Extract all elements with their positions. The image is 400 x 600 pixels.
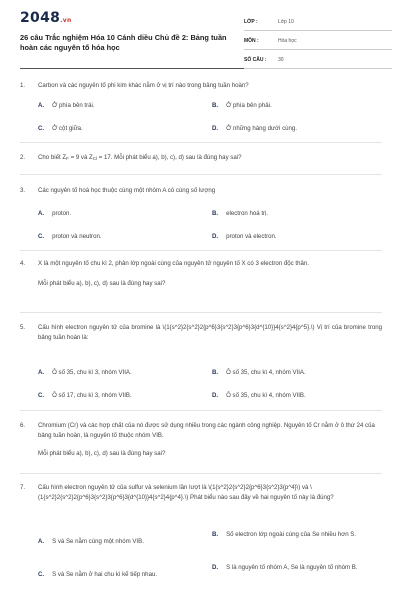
question-text: X là một nguyên tố chu kì 2, phân lớp ngoài cùng của nguyên tử nguyên tố X có 3 electron độc thân. [38,260,309,267]
option-d[interactable]: D. Ở những hàng dưới cùng. [212,125,298,132]
divider [20,410,382,411]
divider [20,473,382,474]
option-a[interactable]: A. proton. [38,210,72,217]
option-b[interactable]: B. electron hoá trị. [212,210,269,217]
meta-value: Hóa học [278,38,297,44]
question-text: Chromium (Cr) và các hợp chất của nó được sử dụng nhiều trong các ngành công nghiệp. Nguyên tố Cr nằm ở ô thứ 24 của bảng tuần hoàn, là nguyên tố thuộc nhóm VIB. [38,422,375,439]
option-c[interactable]: C. Ở cột giữa. [38,125,83,132]
option-d[interactable]: D. Ô số 35, chu kì 4, nhóm VIIB. [212,392,306,399]
question-text: Các nguyên tố hoá học thuộc cùng một nhóm A có cùng số lượng [38,187,216,194]
question-1 [20,81,382,91]
divider [20,312,382,313]
option-b[interactable]: B. Ở phía bên phải. [212,102,272,109]
divider [20,142,382,143]
document-title: 26 câu Trắc nghiệm Hóa 10 Cánh diều Chủ đề 2: Bảng tuần hoàn các nguyên tố hóa học [20,33,227,52]
question-text: Carbon và các nguyên tố phi kim khác nằm ở vị trí nào trong bảng tuần hoàn? [38,82,249,89]
question-6 [20,421,382,459]
meta-row-count [244,52,392,69]
question-number: 1. [20,82,26,89]
divider [20,174,382,175]
question-text: Cho biết $Z_F = 9$ và $Z_{Cl} = 17$. Mỗi phát biểu a), b), c), d) sau là đúng hay sai? [38,154,242,161]
page-header [20,0,388,69]
question-text: Cấu hình electron nguyên tử của sulfur và selenium lần lượt là \(1{s^2}2{s^2}2{p^6}3{s^2}3{p^4}\) và \(1{s^2}2{s^2}2{p^6}3{s^2}3{p^6}3{d^{10}}4{s^2}4{p^4}.\) Phát biểu nào sau đây về hai nguyên tố này là đúng? [38,484,334,501]
meta-label: MÔN : [244,38,259,44]
meta-value: 30 [278,57,284,63]
option-d[interactable]: D. S là nguyên tố nhóm A, Se là nguyên tố nhóm B. [212,564,358,571]
meta-row-class [244,14,392,31]
option-c[interactable]: C. Ô số 17, chu kì 3, nhóm VIIB. [38,392,132,399]
question-7 [20,483,382,502]
option-b[interactable]: B. Ô số 35, chu kì 4, nhóm VIIA. [212,369,306,376]
meta-row-subject [244,33,392,50]
question-number: 6. [20,422,26,429]
option-b[interactable]: B. Số electron lớp ngoài cùng của Se nhiều hơn S. [212,531,357,538]
option-a[interactable]: A. Ở phía bên trái. [38,102,95,109]
question-number: 3. [20,187,26,194]
option-d[interactable]: D. proton và electron. [212,233,277,240]
option-a[interactable]: A. S và Se nằm cùng một nhóm VIB. [38,538,144,545]
question-2 [20,153,382,164]
question-4 [20,259,382,288]
question-subtext: Mỗi phát biểu a), b), c), d) sau là đúng hay sai? [38,450,166,457]
site-logo[interactable]: 2048.vn [20,10,72,26]
option-c[interactable]: C. S và Se nằm ở hai chu kì kế tiếp nhau. [38,571,158,578]
question-text: Cấu hình electron nguyên tử của bromine là \(1{s^2}2{s^2}2{p^6}3{s^2}3{p^6}3{d^{10}}4{s^2}4{p^5}.\) Vị trí của bromine trong bảng tuần hoàn là: [38,324,382,341]
option-c[interactable]: C. proton và neutron. [38,233,102,240]
question-subtext: Mỗi phát biểu a), b), c), d) sau là đúng hay sai? [38,279,166,287]
question-number: 7. [20,484,26,491]
question-3 [20,186,382,196]
meta-label: SỐ CÂU : [244,57,267,63]
meta-label: LỚP : [244,19,258,25]
question-number: 5. [20,324,26,331]
divider [20,250,382,251]
question-number: 4. [20,260,26,267]
meta-value: Lớp 10 [278,19,294,25]
question-5 [20,323,382,342]
question-number: 2. [20,154,26,161]
meta-table [244,14,392,71]
option-a[interactable]: A. Ô số 35, chu kì 3, nhóm VIIA. [38,369,132,376]
